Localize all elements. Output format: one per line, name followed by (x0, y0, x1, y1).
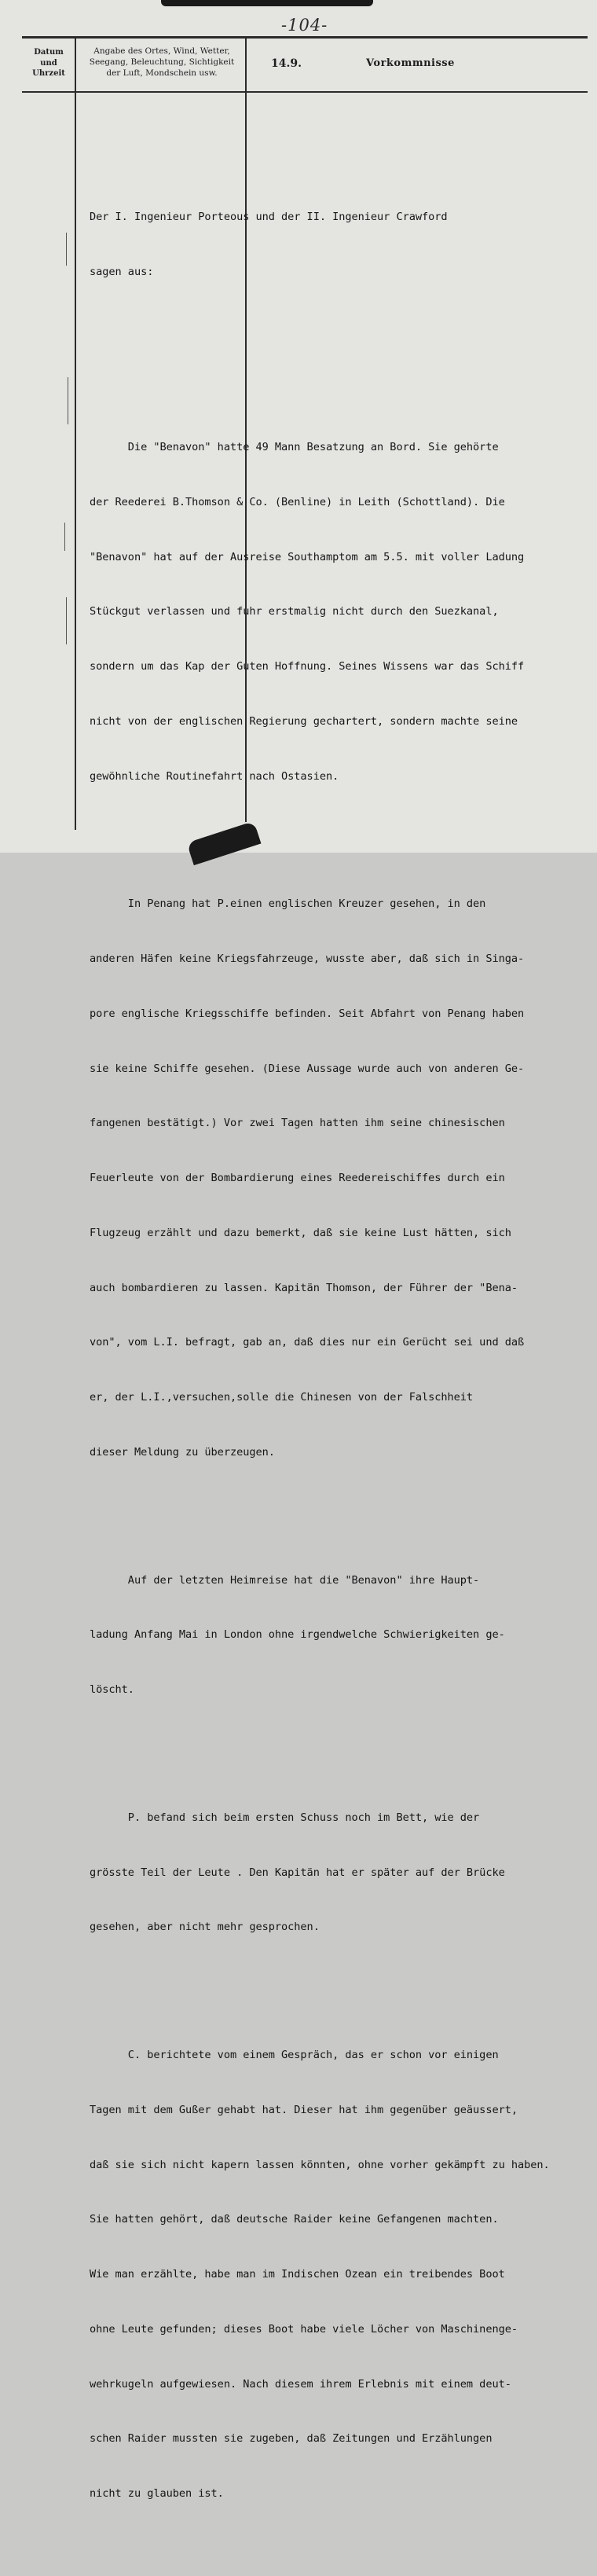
text-line: "Benavon" hat auf der Ausreise Southamptom am 5.5. mit voller Ladung (90, 550, 525, 563)
text-line: wehrkugeln aufgewiesen. Nach diesem ihrem Erlebnis mit einem deut- (90, 2377, 511, 2391)
place-column-header (79, 46, 245, 79)
text-line: er, der L.I.,versuchen,solle die Chinesen von der Falschheit (90, 1391, 474, 1404)
binder-clip-top (161, 0, 373, 6)
header-bottom-rule (22, 91, 588, 93)
header-top-rule (22, 36, 588, 39)
place-header-line: Seegang, Beleuchtung, Sichtigkeit (89, 57, 235, 68)
text-line: der Reederei B.Thomson & Co. (Benline) in Leith (Schottland). Die (90, 495, 505, 508)
text-line: Auf der letzten Heimreise hat die "Benavon" ihre Haupt- (90, 1573, 480, 1587)
text-line: Wie man erzählte, habe man im Indischen Ozean ein treibendes Boot (90, 2268, 505, 2281)
text-line: von", vom L.I. befragt, gab an, daß dies nur ein Gerücht sei und daß (90, 1336, 525, 1349)
text-line: Feuerleute von der Bombardierung eines Reedereischiffes durch ein (90, 1172, 505, 1184)
paragraph-intro (90, 172, 592, 318)
text-line: gewöhnliche Routinefahrt nach Ostasien. (90, 769, 339, 783)
paragraph-ship (90, 402, 592, 823)
date-column-divider (75, 36, 76, 830)
text-line: gesehen, aber nicht mehr gesprochen. (90, 1921, 320, 1934)
text-line: schen Raider mussten sie zugeben, daß Zeitungen und Erzählungen (90, 2432, 493, 2446)
paragraph-conversation (90, 2010, 592, 2540)
text-line: Tagen mit dem Gußer gehabt hat. Dieser hat ihm gegenüber geäussert, (90, 2103, 518, 2116)
text-line: Stückgut verlassen und fuhr erstmalig nicht durch den Suezkanal, (90, 605, 499, 618)
place-header-line: Angabe des Ortes, Wind, Wetter, (93, 46, 230, 56)
date-header-line: Datum (34, 48, 64, 57)
text-line: Die "Benavon" hatte 49 Mann Besatzung an Bord. Sie gehörte (90, 441, 499, 453)
text-line: nicht zu glauben ist. (90, 2487, 224, 2500)
statement-text (90, 135, 592, 2576)
date-column-header (24, 47, 74, 79)
margin-mark (66, 233, 67, 266)
text-line: C. berichtete vom einem Gespräch, das er schon vor einigen (90, 2049, 499, 2061)
text-line: sondern um das Kap der Guten Hoffnung. Seines Wissens war das Schiff (90, 660, 525, 673)
page-number: -104- (281, 16, 328, 35)
text-line: P. befand sich beim ersten Schuss noch im Bett, wie der (90, 1811, 480, 1824)
day-header: 14.9. (271, 57, 302, 70)
place-header-line: der Luft, Mondschein usw. (106, 68, 218, 79)
text-line: löscht. (90, 1683, 134, 1696)
text-line: ladung Anfang Mai in London ohne irgendwelche Schwierigkeiten ge- (90, 1628, 505, 1642)
text-line: dieser Meldung zu überzeugen. (90, 1445, 275, 1459)
paragraph-voyage (90, 1535, 592, 1736)
date-header-line: und (40, 58, 57, 68)
text-line: Der I. Ingenieur Porteous und der II. Ingenieur Crawford (90, 211, 448, 223)
text-line: sagen aus: (90, 265, 154, 278)
margin-mark (66, 597, 67, 644)
text-line: anderen Häfen keine Kriegsfahrzeuge, wusste aber, daß sich in Singa- (90, 952, 525, 965)
text-line: nicht von der englischen Regierung gechartert, sondern machte seine (90, 714, 518, 728)
text-line: Flugzeug erzählt und dazu bemerkt, daß sie keine Lust hätten, sich (90, 1226, 511, 1239)
text-line: ohne Leute gefunden; dieses Boot habe viele Löcher von Maschinenge- (90, 2322, 518, 2336)
text-line: sie keine Schiffe gesehen. (Diese Aussage wurde auch von anderen Ge- (90, 1062, 525, 1075)
margin-mark (64, 523, 65, 551)
text-line: Sie hatten gehört, daß deutsche Raider keine Gefangenen machten. (90, 2213, 499, 2226)
text-line: fangenen bestätigt.) Vor zwei Tagen hatten ihm seine chinesischen (90, 1117, 505, 1130)
events-header: Vorkommnisse (366, 57, 455, 69)
text-line: In Penang hat P.einen englischen Kreuzer gesehen, in den (90, 897, 486, 911)
text-line: grösste Teil der Leute . Den Kapitän hat er später auf der Brücke (90, 1866, 505, 1879)
text-line: auch bombardieren zu lassen. Kapitän Thomson, der Führer der "Bena- (90, 1281, 518, 1294)
text-line: daß sie sich nicht kapern lassen könnten, ohne vorher gekämpft zu haben. (90, 2158, 550, 2171)
paragraph-penang (90, 859, 592, 1499)
paragraph-first-shot (90, 1772, 592, 1973)
text-line: pore englische Kriegsschiffe befinden. Seit Abfahrt von Penang haben (90, 1007, 525, 1020)
date-header-line: Uhrzeit (32, 69, 65, 78)
